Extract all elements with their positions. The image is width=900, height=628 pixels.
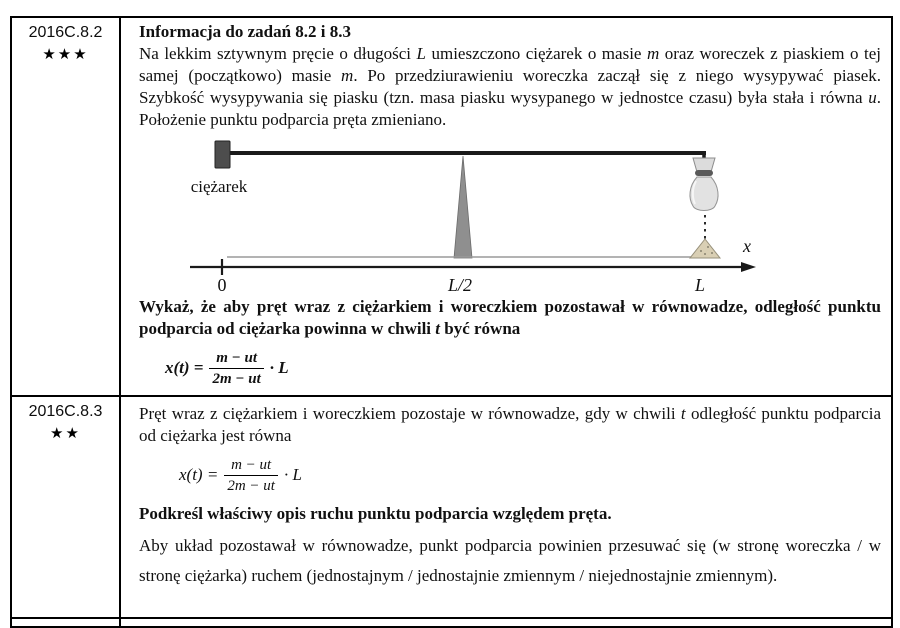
next-row-partial [12,619,891,626]
equation-lhs: x(t) = [165,358,204,377]
task-row-8-3 [12,397,891,619]
intro-text: oraz woreczek z piaskiem o tej samej (początkowo) masie [139,44,881,85]
fulcrum-icon [454,156,472,258]
lever-diagram [157,136,881,294]
next-row-label-cell [12,619,121,626]
task-label-cell-8-3 [12,397,121,617]
sandbag-icon [690,158,718,211]
task-text: Wykaż, że aby pręt wraz z ciężarkiem i woreczkiem pozostawał w równowadze, odległość punktu podparcia od ciężarka powinna w chwili [139,297,881,338]
choice-paragraph: Aby układ pozostawał w równowadze, punkt podparcia powinien przesuwać się (w stronę woreczka / w stronę ciężarka) ruchem (jednostajnym / jednostajnie zmiennym / niejednostajnie zmiennym). [139,536,881,585]
intro-text: Pręt wraz z ciężarkiem i woreczkiem pozostaje w równowadze, gdy w chwili [139,404,681,423]
intro-paragraph [139,43,881,131]
weight-label: ciężarek [190,177,248,196]
intro-text: odległość punktu podparcia od ciężarka jest równa [139,404,881,445]
underline-instruction: Podkreśl właściwy opis ruchu punktu podparcia względem pręta. [139,504,612,523]
equation-factor: · L [269,358,289,377]
intro-text: umieszczono ciężarek o masie [425,44,647,63]
question-table [10,16,893,628]
axis-label-x: x [743,236,751,256]
intro-text: . Po przedziurawieniu woreczka zaczął się z niego wysypywać piasek. Szybkość wysypywania się piasku (tzn. masa piasku wysypanego w jednostce czasu) była stała i równa [139,66,881,107]
axis-label-L2: L/2 [447,275,473,294]
var-u: u [868,88,877,107]
intro-paragraph [139,403,881,447]
axis-arrowhead-icon [741,262,756,272]
task-content-8-3 [121,397,891,617]
task-statement [139,296,881,340]
task-row-8-2 [12,18,891,397]
equation-x-of-t [179,453,881,497]
lever-diagram-svg [157,136,807,294]
difficulty-stars: ★★ [50,425,81,442]
axis-label-L: L [694,275,706,294]
fraction-denominator: 2m − ut [212,370,261,387]
fraction-denominator: 2m − ut [227,477,275,494]
equation-lhs: x(t) = [179,465,219,484]
fraction-numerator: m − ut [209,349,263,369]
task-id: 2016C.8.3 [28,403,103,420]
task-content-8-2 [121,18,891,395]
equation-factor: · L [283,465,302,484]
var-t: t [680,404,686,423]
intro-text: Na lekkim sztywnym pręcie o długości [139,44,417,63]
var-L: L [416,44,426,63]
var-m: m [341,66,354,85]
equation-fraction [209,349,263,388]
task-id: 2016C.8.2 [28,24,103,41]
equation-fraction [224,456,278,495]
weight-icon [215,141,230,168]
var-t: t [435,319,441,338]
fraction-numerator: m − ut [224,456,278,476]
task-text: być równa [440,319,521,338]
difficulty-stars: ★★★ [42,46,89,63]
task-label-cell-8-2 [12,18,121,395]
sand-pile-icon [690,239,720,258]
intro-text: . Położenie punktu podparcia pręta zmieniano. [139,88,881,129]
var-m: m [646,44,660,63]
equation-x-of-t [165,346,881,390]
next-row-content-cell [121,619,891,626]
info-heading: Informacja do zadań 8.2 i 8.3 [139,22,352,41]
axis-label-0: 0 [217,275,227,294]
